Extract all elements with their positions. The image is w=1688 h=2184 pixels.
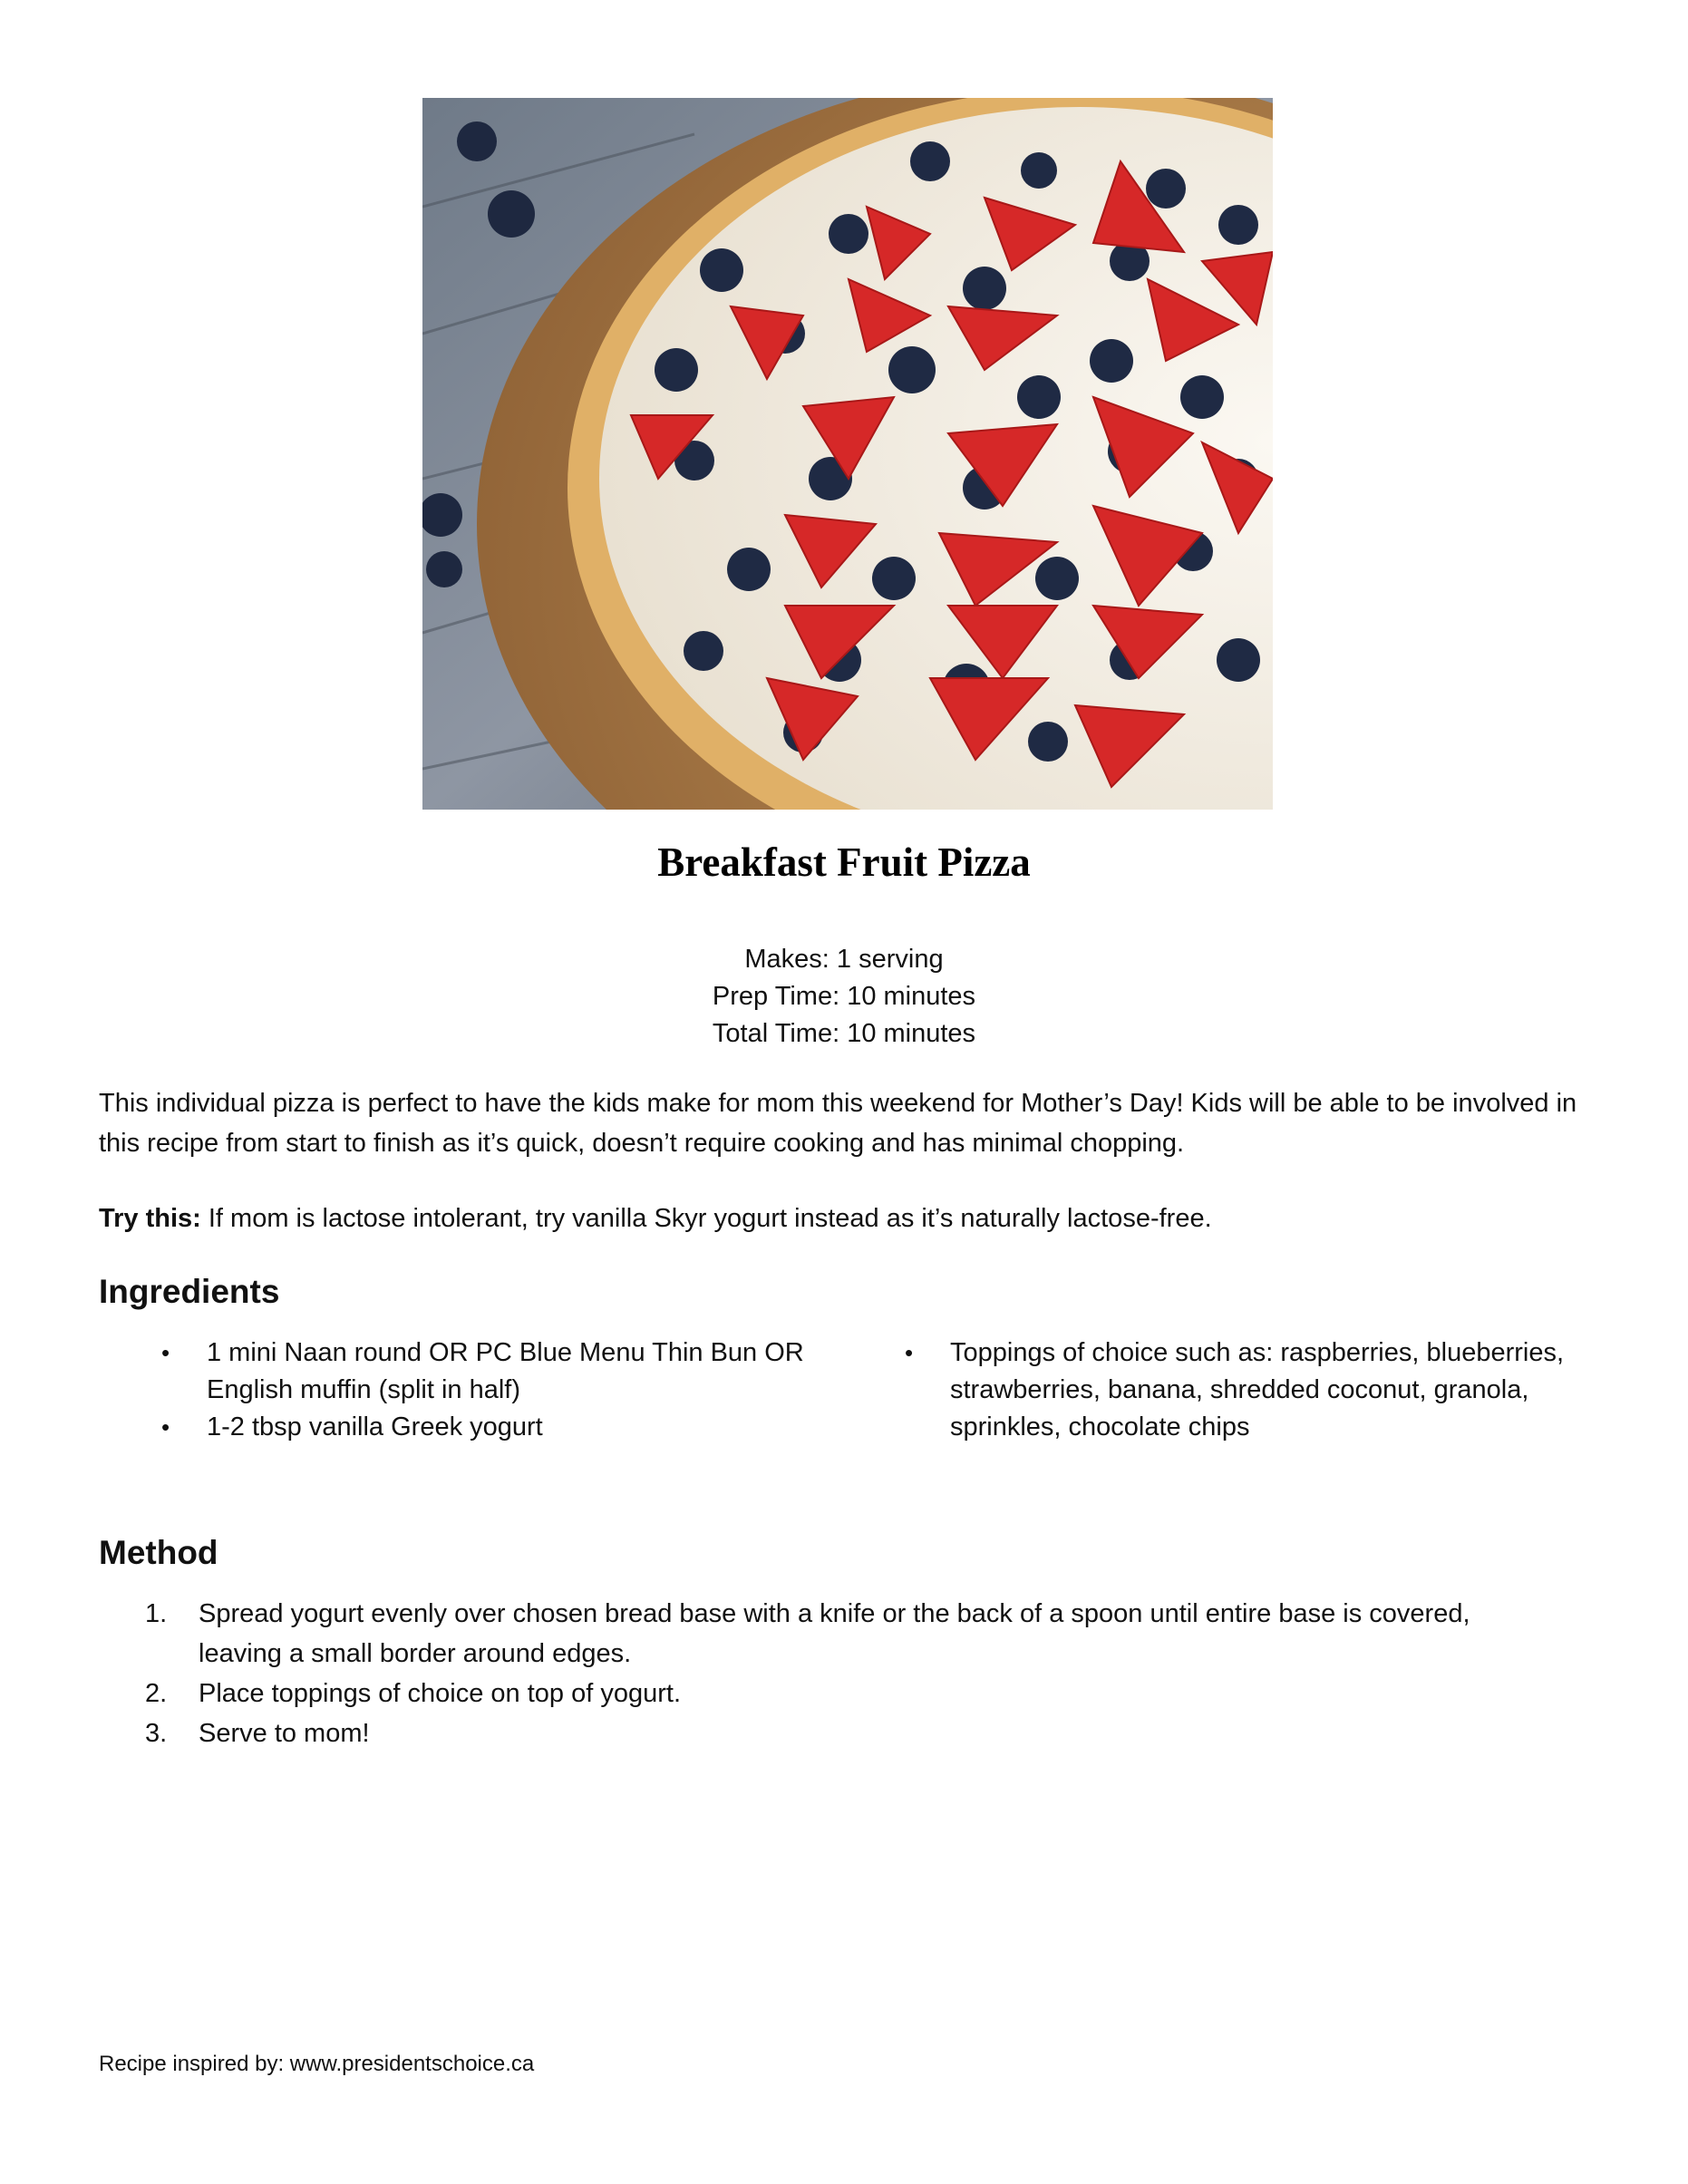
makes-text: Makes: 1 serving xyxy=(744,945,944,974)
list-item xyxy=(905,1335,1576,1446)
bullet-icon: • xyxy=(161,1413,170,1441)
bullet-icon: • xyxy=(161,1339,170,1366)
ingredient-text: 1 mini Naan round OR PC Blue Menu Thin Bun OR English muffin (split in half) xyxy=(207,1338,804,1404)
ingredients-list-left xyxy=(161,1335,850,1446)
list-item xyxy=(145,1674,1559,1713)
ingredients-heading: Ingredients xyxy=(99,1273,280,1310)
method-heading: Method xyxy=(99,1534,218,1571)
list-item xyxy=(145,1713,1559,1753)
ingredient-text: Toppings of choice such as: raspberries, blueberries, strawberries, banana, shredded coconut, granola, sprinkles, chocolate chips xyxy=(950,1338,1565,1441)
ingredient-text: 1-2 tbsp vanilla Greek yogurt xyxy=(207,1412,543,1441)
step-number: 1. xyxy=(145,1599,168,1628)
step-text: Place toppings of choice on top of yogurt. xyxy=(199,1679,682,1708)
step-number: 2. xyxy=(145,1679,168,1708)
ingredients-list-right xyxy=(905,1335,1576,1446)
step-text: Spread yogurt evenly over chosen bread base with a knife or the back of a spoon until entire base is covered, leaving a small border around edges. xyxy=(199,1599,1470,1668)
try-this-label: Try this: xyxy=(99,1204,201,1233)
intro-paragraph: This individual pizza is perfect to have the kids make for mom this weekend for Mother’s Day! Kids will be able to be involved in this recipe from start to finish as it’s quick, doesn’t require cooking and has minimal chopping. xyxy=(99,1089,1577,1158)
list-item xyxy=(145,1594,1559,1674)
total-time-text: Total Time: 10 minutes xyxy=(712,1019,976,1048)
fruit-pizza-photo xyxy=(422,98,1273,810)
list-item xyxy=(161,1335,850,1409)
bullet-icon: • xyxy=(905,1339,914,1366)
footer-credit: Recipe inspired by: www.presidentschoice.ca xyxy=(99,2052,535,2076)
try-this-text: If mom is lactose intolerant, try vanilla Skyr yogurt instead as it’s naturally lactose-free. xyxy=(200,1204,1212,1233)
method-steps xyxy=(145,1594,1559,1753)
recipe-meta xyxy=(0,941,1688,1053)
recipe-title: Breakfast Fruit Pizza xyxy=(657,840,1031,885)
try-this-tip xyxy=(99,1199,1586,1238)
step-number: 3. xyxy=(145,1719,168,1748)
step-text: Serve to mom! xyxy=(199,1719,370,1748)
list-item xyxy=(161,1409,850,1446)
prep-time-text: Prep Time: 10 minutes xyxy=(712,982,976,1011)
